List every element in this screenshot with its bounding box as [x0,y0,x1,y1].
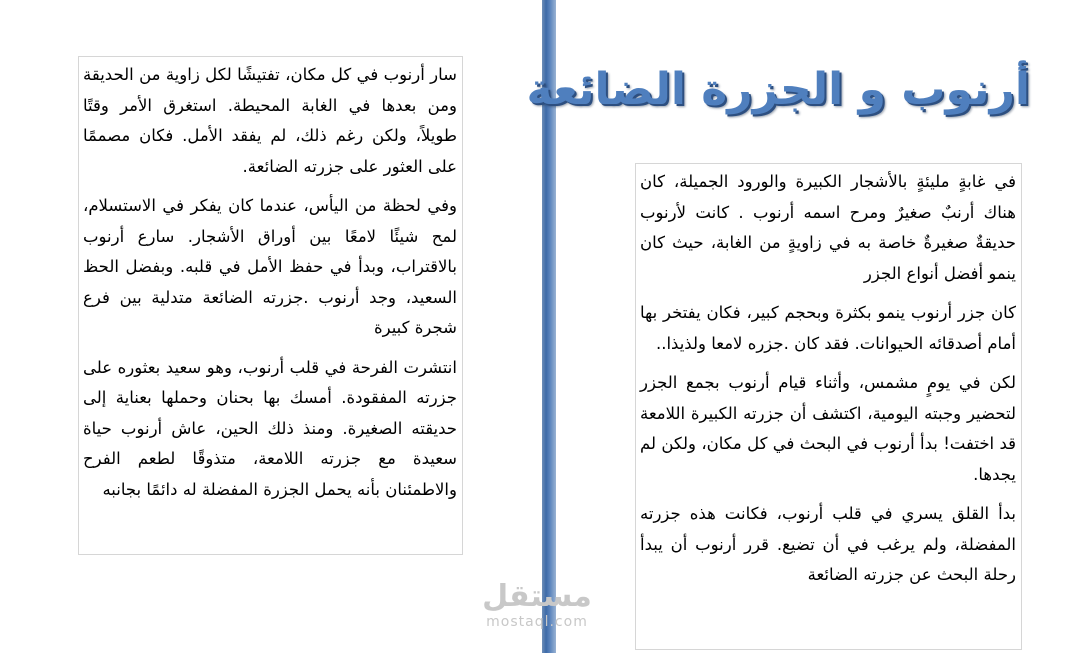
story-paragraph: وفي لحظة من اليأس، عندما كان يفكر في الاستسلام، لمح شيئًا لامعًا بين أوراق الأشجار. سارع أرنوب بالاقتراب، وبدأ في حفظ الأمل في قلبه. وبفضل الحظ السعيد، وجد أرنوب .جزرته الضائعة متدلية بين فرع شجرة كبيرة [83,196,457,337]
story-paragraph: لكن في يومٍ مشمس، وأثناء قيام أرنوب بجمع الجزر لتحضير وجبته اليومية، اكتشف أن جزرته الكبيرة اللامعة قد اختفت! بدأ أرنوب في البحث في كل مكان، ولكن لم يجدها. [640,373,1016,484]
right-text-box[interactable] [635,163,1022,650]
watermark-arabic: مستقل [482,579,592,614]
mostaql-watermark [462,580,612,630]
left-text-box[interactable] [78,56,463,555]
page-title: أرنوب و الجزرة الضائعة [526,64,1030,115]
story-paragraph: انتشرت الفرحة في قلب أرنوب، وهو سعيد بعثوره على جزرته المفقودة. أمسك بها بحنان وحملها بعناية إلى حديقته الصغيرة. ومنذ ذلك الحين، عاش أرنوب حياة سعيدة مع جزرته اللامعة، متذوقًا لطعم الفرح والاطمئنان بأنه يحمل الجزرة المفضلة له دائمًا بجانبه [83,357,457,499]
story-paragraph: كان جزر أرنوب ينمو بكثرة وبحجم كبير، فكان يفتخر بها أمام أصدقائه الحيوانات. فقد كان .جزره لامعا ولذيذا.. [640,303,1016,353]
story-paragraph: سار أرنوب في كل مكان، تفتيشًا لكل زاوية من الحديقة ومن بعدها في الغابة المحيطة. استغرق الأمر وقتًا طويلاً، ولكن رغم ذلك، لم يفقد الأمل. فكان مصممًا على العثور على جزرته الضائعة. [83,65,457,176]
story-paragraph: في غابةٍ مليئةٍ بالأشجار الكبيرة والورود الجميلة، كان هناك أرنبٌ صغيرٌ ومرح اسمه أرنوب . كانت لأرنوب حديقةٌ صغيرةٌ خاصة به في زاويةٍ من الغابة، حيث كان ينمو أفضل أنواع الجزر [640,172,1016,283]
watermark-latin: mostaql.com [486,614,588,630]
story-paragraph: بدأ القلق يسري في قلب أرنوب، فكانت هذه جزرته المفضلة، ولم يرغب في أن تضيع. قرر أرنوب أن يبدأ رحلة البحث عن جزرته الضائعة [640,504,1016,584]
